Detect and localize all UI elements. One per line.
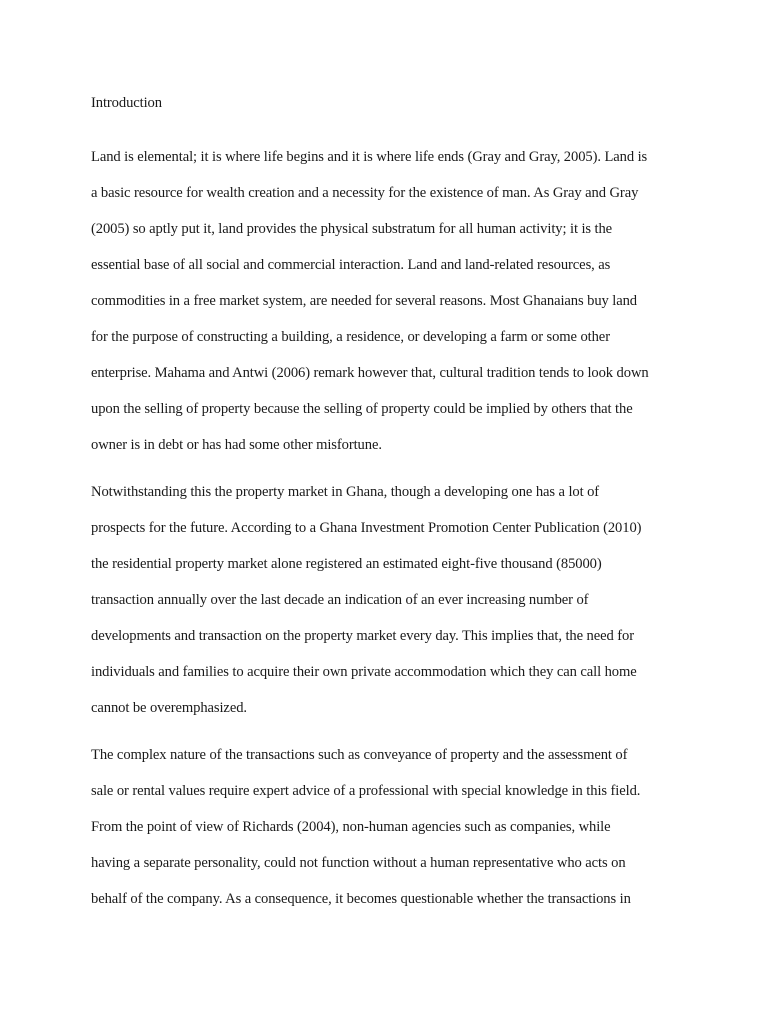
paragraph-line: (2005) so aptly put it, land provides the physical substratum for all human activity; it is the xyxy=(91,221,613,237)
paragraph-line: prospects for the future. According to a Ghana Investment Promotion Center Publication (2010) xyxy=(91,520,642,536)
paragraph-line: Notwithstanding this the property market in Ghana, though a developing one has a lot of xyxy=(91,484,600,500)
paragraph-line: developments and transaction on the property market every day. This implies that, the need for xyxy=(91,628,634,644)
paragraph-line: transaction annually over the last decade an indication of an ever increasing number of xyxy=(91,592,589,608)
paragraph-line: a basic resource for wealth creation and a necessity for the existence of man. As Gray and Gray xyxy=(91,185,639,201)
paragraph-line: enterprise. Mahama and Antwi (2006) remark however that, cultural tradition tends to look down xyxy=(91,365,649,381)
paragraph-line: owner is in debt or has had some other misfortune. xyxy=(91,437,382,453)
paragraph-line: The complex nature of the transactions such as conveyance of property and the assessment of xyxy=(91,747,628,763)
section-heading: Introduction xyxy=(91,95,162,111)
paragraph-line: behalf of the company. As a consequence, it becomes questionable whether the transactions in xyxy=(91,891,631,907)
paragraph-line: individuals and families to acquire their own private accommodation which they can call home xyxy=(91,664,637,680)
paragraph-line: the residential property market alone registered an estimated eight-five thousand (85000) xyxy=(91,556,602,572)
paragraph-line: essential base of all social and commercial interaction. Land and land-related resources, as xyxy=(91,257,611,273)
paragraph-line: commodities in a free market system, are needed for several reasons. Most Ghanaians buy land xyxy=(91,293,637,309)
paragraph-line: cannot be overemphasized. xyxy=(91,700,247,716)
paragraph-line: Land is elemental; it is where life begins and it is where life ends (Gray and Gray, 2005). Land is xyxy=(91,149,648,165)
paragraph-line: having a separate personality, could not function without a human representative who acts on xyxy=(91,855,626,871)
paragraph-line: for the purpose of constructing a building, a residence, or developing a farm or some other xyxy=(91,329,610,345)
paragraph-line: sale or rental values require expert advice of a professional with special knowledge in this field. xyxy=(91,783,641,799)
paragraph-line: upon the selling of property because the selling of property could be implied by others that the xyxy=(91,401,633,417)
paragraph-line: From the point of view of Richards (2004), non-human agencies such as companies, while xyxy=(91,819,611,835)
